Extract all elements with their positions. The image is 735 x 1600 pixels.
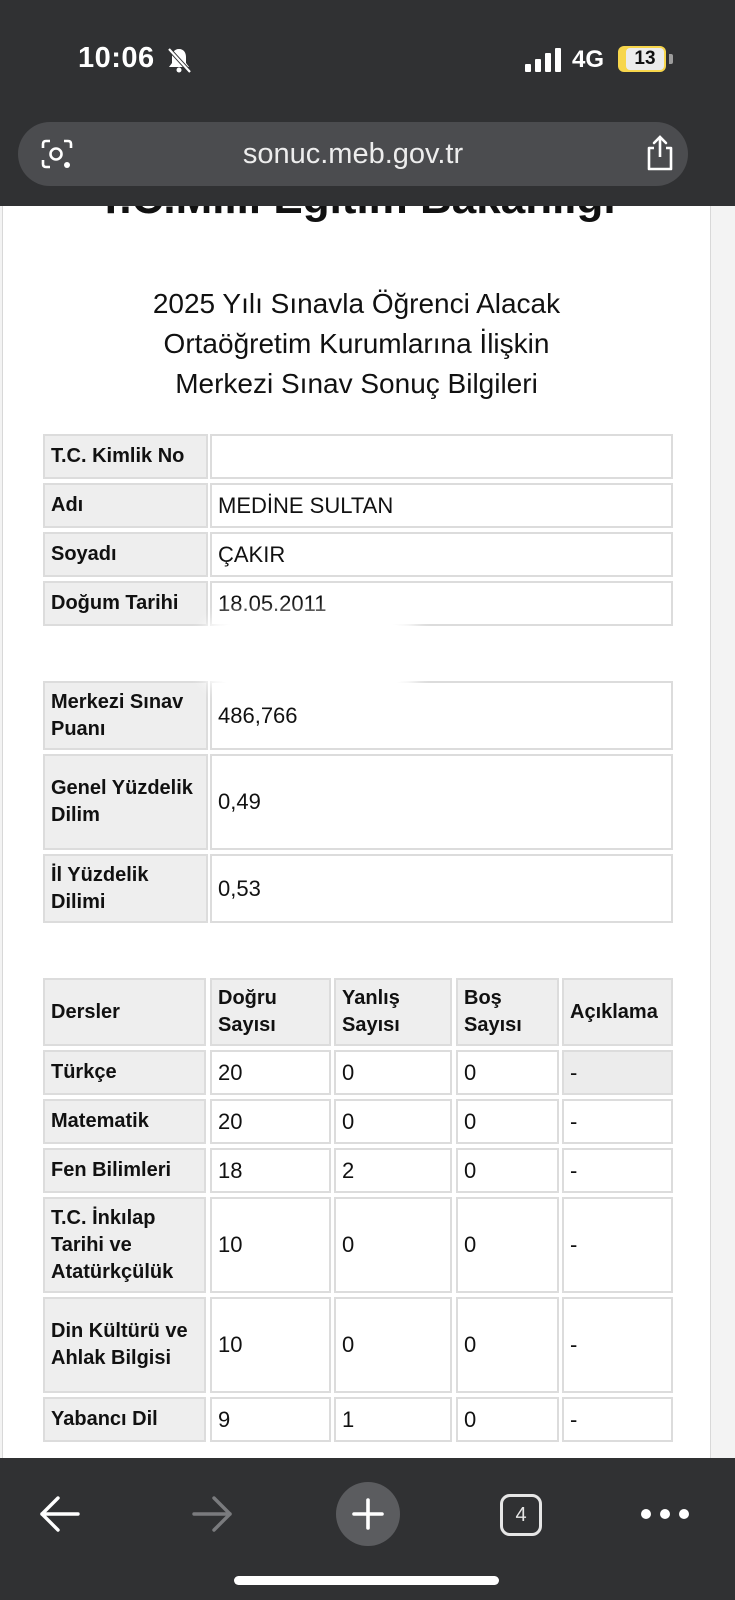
lesson-name: Din Kültürü ve Ahlak Bilgisi [43, 1297, 206, 1393]
status-time: 10:06 [78, 42, 155, 74]
lesson-name: Fen Bilimleri [43, 1148, 206, 1193]
label-adi: Adı [43, 483, 208, 528]
lesson-empty: 0 [456, 1050, 559, 1095]
battery-level: 13 [626, 48, 664, 70]
network-label: 4G [572, 46, 605, 73]
lesson-name: Yabancı Dil [43, 1397, 206, 1442]
exam-title-line: 2025 Yılı Sınavla Öğrenci Alacak [152, 288, 561, 319]
lesson-correct: 9 [210, 1397, 331, 1442]
lesson-wrong: 0 [334, 1099, 452, 1144]
lesson-note: - [562, 1397, 673, 1442]
new-tab-button[interactable] [336, 1482, 400, 1546]
forward-arrow-icon[interactable] [190, 1494, 234, 1534]
lesson-name: T.C. İnkılap Tarihi ve Atatürkçülük [43, 1197, 206, 1293]
exam-title-line: Ortaöğretim Kurumlarına İlişkin [163, 328, 550, 359]
lesson-correct: 18 [210, 1148, 331, 1193]
label-tc-kimlik: T.C. Kimlik No [43, 434, 208, 479]
value-dogum-tarihi: 18.05.2011 [210, 581, 673, 626]
value-tc-kimlik [210, 434, 673, 479]
lesson-empty: 0 [456, 1397, 559, 1442]
lesson-empty: 0 [456, 1099, 559, 1144]
exam-title-line: Merkezi Sınav Sonuç Bilgileri [175, 368, 538, 399]
lesson-empty: 0 [456, 1148, 559, 1193]
value-soyadi: ÇAKIR [210, 532, 673, 577]
url-text[interactable]: sonuc.meb.gov.tr [242, 138, 464, 170]
lesson-correct: 10 [210, 1297, 331, 1393]
lesson-correct: 20 [210, 1099, 331, 1144]
battery-icon [618, 46, 666, 72]
header-dogru-sayisi: Doğru Sayısı [210, 978, 331, 1046]
lesson-note: - [562, 1297, 673, 1393]
web-page [0, 206, 735, 1458]
label-il-yuzdelik: İl Yüzdelik Dilimi [43, 854, 208, 923]
lesson-correct: 20 [210, 1050, 331, 1095]
lesson-name: Türkçe [43, 1050, 206, 1095]
lesson-wrong: 1 [334, 1397, 452, 1442]
header-bos-sayisi: Boş Sayısı [456, 978, 559, 1046]
label-genel-yuzdelik: Genel Yüzdelik Dilim [43, 754, 208, 850]
lesson-empty: 0 [456, 1197, 559, 1293]
redaction-mark [209, 624, 414, 684]
header-dersler: Dersler [43, 978, 206, 1046]
label-merkezi-sinav-puani: Merkezi Sınav Puanı [43, 681, 208, 750]
tab-switcher-button[interactable]: 4 [500, 1494, 542, 1536]
bell-muted-icon [166, 46, 192, 74]
value-adi: MEDİNE SULTAN [210, 483, 673, 528]
share-icon[interactable] [644, 134, 676, 172]
lesson-empty: 0 [456, 1297, 559, 1393]
label-soyadi: Soyadı [43, 532, 208, 577]
lesson-correct: 10 [210, 1197, 331, 1293]
lesson-note: - [562, 1197, 673, 1293]
battery-tip [669, 54, 673, 64]
value-merkezi-sinav-puani: 486,766 [210, 681, 673, 750]
more-options-icon[interactable] [640, 1508, 690, 1520]
back-arrow-icon[interactable] [38, 1494, 82, 1534]
lesson-name: Matematik [43, 1099, 206, 1144]
plus-icon [352, 1498, 384, 1530]
lesson-wrong: 0 [334, 1297, 452, 1393]
home-indicator [234, 1576, 499, 1585]
browser-bottom-bar [0, 1458, 735, 1600]
lesson-note: - [562, 1099, 673, 1144]
lesson-wrong: 2 [334, 1148, 452, 1193]
lesson-wrong: 0 [334, 1050, 452, 1095]
result-panel [2, 206, 711, 1458]
value-il-yuzdelik: 0,53 [210, 854, 673, 923]
lesson-wrong: 0 [334, 1197, 452, 1293]
value-genel-yuzdelik: 0,49 [210, 754, 673, 850]
lesson-note: - [562, 1148, 673, 1193]
header-yanlis-sayisi: Yanlış Sayısı [334, 978, 452, 1046]
label-dogum-tarihi: Doğum Tarihi [43, 581, 208, 626]
address-bar[interactable] [18, 122, 688, 186]
header-aciklama: Açıklama [562, 978, 673, 1046]
signal-icon [525, 48, 563, 72]
browser-top-bar [0, 0, 735, 206]
lesson-note: - [562, 1050, 673, 1095]
exam-title [3, 284, 710, 404]
